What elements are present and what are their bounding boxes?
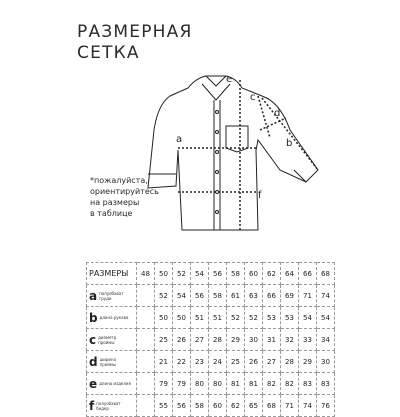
table-cell: 54	[317, 307, 335, 329]
row-letter: e	[89, 376, 98, 391]
table-cell: 58	[209, 285, 227, 307]
measure-b-line	[262, 98, 318, 170]
table-cell: 54	[299, 307, 317, 329]
row-letter: f	[89, 398, 95, 413]
page-title	[77, 22, 192, 64]
table-cell: 27	[191, 329, 209, 351]
table-cell: 55	[155, 395, 173, 417]
row-label	[87, 373, 137, 395]
letter-b: b	[286, 138, 293, 149]
letter-a: a	[176, 134, 183, 145]
letter-d: d	[274, 108, 281, 119]
row-description: ширина проймы	[99, 356, 117, 367]
table-cell: 30	[317, 351, 335, 373]
table-cell: 82	[263, 373, 281, 395]
size-table	[86, 262, 335, 417]
table-cell: 25	[227, 351, 245, 373]
table-cell: 53	[263, 307, 281, 329]
size-header-cell: 50	[155, 263, 173, 285]
table-cell: 62	[227, 395, 245, 417]
table-cell	[137, 351, 155, 373]
table-cell: 50	[155, 307, 173, 329]
table-cell: 27	[263, 351, 281, 373]
table-cell: 24	[209, 351, 227, 373]
row-description: полуобхват груди	[99, 290, 124, 301]
table-cell: 31	[263, 329, 281, 351]
title-line-2: СЕТКА	[77, 43, 140, 63]
table-cell: 68	[263, 395, 281, 417]
row-description: длина рукава	[99, 315, 129, 320]
table-cell: 32	[281, 329, 299, 351]
size-note	[90, 175, 159, 219]
row-label	[87, 307, 137, 329]
row-letter: c	[89, 332, 97, 347]
table-cell: 52	[245, 307, 263, 329]
note-line-3: на размеры	[90, 198, 140, 207]
size-header-cell: 58	[227, 263, 245, 285]
size-header-label: РАЗМЕРЫ	[87, 263, 137, 285]
table-cell: 83	[317, 373, 335, 395]
table-cell: 28	[209, 329, 227, 351]
table-cell	[137, 285, 155, 307]
table-cell: 66	[263, 285, 281, 307]
table-cell: 29	[227, 329, 245, 351]
table-cell: 51	[191, 307, 209, 329]
shirt-diagram	[130, 70, 340, 240]
table-cell: 65	[245, 395, 263, 417]
table-cell	[137, 307, 155, 329]
table-cell: 28	[281, 351, 299, 373]
table-cell: 50	[173, 307, 191, 329]
table-cell: 63	[245, 285, 263, 307]
table-cell: 22	[173, 351, 191, 373]
table-row	[87, 307, 335, 329]
table-cell: 60	[209, 395, 227, 417]
table-cell	[137, 373, 155, 395]
letter-c: c	[250, 92, 256, 103]
table-cell: 51	[209, 307, 227, 329]
table-cell: 25	[155, 329, 173, 351]
row-letter: b	[89, 310, 98, 325]
table-cell: 56	[173, 395, 191, 417]
table-cell: 81	[227, 373, 245, 395]
table-cell: 30	[245, 329, 263, 351]
row-label	[87, 329, 137, 351]
table-cell: 79	[173, 373, 191, 395]
table-row	[87, 285, 335, 307]
table-row	[87, 351, 335, 373]
table-cell: 79	[155, 373, 173, 395]
table-cell: 76	[317, 395, 335, 417]
table-cell: 34	[317, 329, 335, 351]
size-header-cell: 48	[137, 263, 155, 285]
row-letter: a	[89, 288, 98, 303]
table-cell: 52	[227, 307, 245, 329]
table-cell: 21	[155, 351, 173, 373]
table-cell: 81	[245, 373, 263, 395]
table-cell: 74	[317, 285, 335, 307]
table-cell	[137, 329, 155, 351]
table-cell: 80	[191, 373, 209, 395]
title-line-1: РАЗМЕРНАЯ	[77, 22, 193, 42]
table-cell: 53	[281, 307, 299, 329]
table-cell: 26	[173, 329, 191, 351]
row-description: длина изделия	[99, 381, 131, 386]
table-cell: 29	[299, 351, 317, 373]
row-description: полуобхват бедер	[96, 400, 121, 411]
table-row	[87, 395, 335, 417]
size-header-cell: 68	[317, 263, 335, 285]
table-cell: 52	[155, 285, 173, 307]
size-header-cell: 66	[299, 263, 317, 285]
table-cell: 69	[281, 285, 299, 307]
note-line-2: ориентируйтесь	[90, 187, 159, 196]
table-cell: 33	[299, 329, 317, 351]
letter-e: e	[226, 74, 233, 85]
measure-c-line	[258, 96, 270, 138]
size-header-cell: 60	[245, 263, 263, 285]
note-line-1: *пожалуйста,	[90, 176, 148, 185]
size-header-cell: 64	[281, 263, 299, 285]
table-cell: 74	[299, 395, 317, 417]
size-header-cell: 52	[173, 263, 191, 285]
table-row	[87, 329, 335, 351]
table-cell	[137, 395, 155, 417]
size-header-cell: 56	[209, 263, 227, 285]
row-letter: d	[89, 354, 98, 369]
size-header-cell: 62	[263, 263, 281, 285]
table-cell: 26	[245, 351, 263, 373]
size-header-cell: 54	[191, 263, 209, 285]
table-cell: 23	[191, 351, 209, 373]
table-cell: 83	[299, 373, 317, 395]
table-cell: 82	[281, 373, 299, 395]
table-cell: 80	[209, 373, 227, 395]
note-line-4: в таблице	[90, 209, 133, 218]
table-row	[87, 373, 335, 395]
row-description: диаметр проймы	[98, 334, 117, 345]
table-cell: 71	[281, 395, 299, 417]
table-cell: 71	[299, 285, 317, 307]
row-label	[87, 395, 137, 417]
table-cell: 61	[227, 285, 245, 307]
table-cell: 58	[191, 395, 209, 417]
table-cell: 54	[173, 285, 191, 307]
table-cell: 56	[191, 285, 209, 307]
letter-f: f	[258, 190, 262, 201]
size-header-row	[87, 263, 335, 285]
row-label	[87, 285, 137, 307]
row-label	[87, 351, 137, 373]
